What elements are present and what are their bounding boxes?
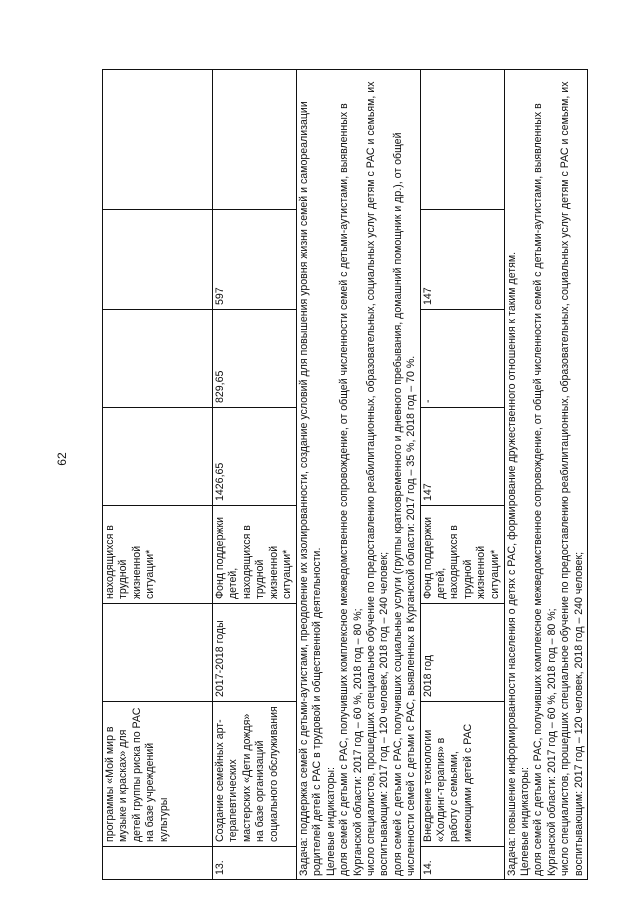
period-cell: 2018 год (420, 604, 504, 702)
other-cell: 597 (213, 210, 297, 310)
indicators-heading: Целевые индикаторы: (324, 767, 337, 876)
empty-cell (213, 70, 297, 210)
task-cell (297, 70, 421, 880)
task-row (297, 70, 421, 880)
executor-cell: Фонд поддержки детей, находящихся в трудной жизненной ситуации* (420, 506, 504, 604)
fund-cell: - (420, 310, 504, 408)
fund-cell (103, 310, 213, 408)
table-row (103, 70, 213, 880)
table-row (420, 70, 504, 880)
program-cell: Внедрение технологии «Холдинг-терапия» в работу с семьями, имеющими детей с РАС (420, 702, 504, 847)
page-number: 62 (55, 452, 69, 466)
executor-cell: находящихся в трудной жизненной ситуации* (103, 506, 213, 604)
empty-cell (420, 70, 504, 210)
indicator-text: число специалистов, прошедших специальное обучение по предоставлению реабилитационных, образовательных, социальных услуг детям с РАС и семьям, их воспитывающим: 2017 год – 120 человек, 2018 год – 240 человек; (559, 81, 585, 876)
task-text: Задача: поддержка семей с детьми-аутистами, преодоление их изолированности, создание условий для повышения уровня жизни семей и самореализации родителей детей с РАС в трудовой и общественной деятельности. (298, 101, 324, 876)
task-text: Задача: повышение информированности населения о детях с РАС, формирование дружественного отношения к таким детям. (505, 251, 518, 876)
table-row (213, 70, 297, 880)
total-cell (103, 408, 213, 506)
indicator-text: доля семей с детьми с РАС, получивших комплексное межведомственное сопровождение, от общей численности семей с детьми-аутистами, выявленных в Курганской области: 2017 год – 60 %, 2018 год – 80 %; (338, 103, 364, 876)
row-number-cell: 13. (213, 847, 297, 880)
other-cell (103, 210, 213, 310)
program-cell: Создание семейных арт-терапевтических мастерских «Дети дождя» на базе организаций социального обслуживания (213, 702, 297, 847)
indicators-heading: Целевые индикаторы: (519, 767, 532, 876)
period-cell: 2017-2018 годы (213, 604, 297, 702)
program-table (102, 69, 588, 880)
empty-cell (103, 70, 213, 210)
total-cell: 147 (420, 408, 504, 506)
task-row (504, 70, 587, 880)
program-cell: программы «Мой мир в музыке и красках» для детей группы риска по РАС на базе учреждений культуры (103, 702, 213, 847)
indicator-text: доля семей с детьми с РАС, получивших социальные услуги (группы кратковременного и дневного пребывания, домашний помощник и др.), от общей численности семей с детьми с РАС, выявленных в Курганской области: 2017 год – 35 %, 2018 год – 70 %. (391, 132, 418, 876)
executor-cell: Фонд поддержки детей, находящихся в трудной жизненной ситуации* (213, 506, 297, 604)
row-number-cell: 14. (420, 847, 504, 880)
task-cell (504, 70, 587, 880)
rotated-table-page (102, 70, 585, 880)
indicator-text: число специалистов, прошедших специальное обучение по предоставлению реабилитационных, образовательных, социальных услуг детям с РАС и семьям, их воспитывающим: 2017 год – 120 человек, 2018 год – 240 человек; (365, 81, 391, 876)
indicator-text: доля семей с детьми с РАС, получивших комплексное межведомственное сопровождение, от общей численности семей с детьми-аутистами, выявленных в Курганской области: 2017 год – 60 %, 2018 год – 80 %; (532, 103, 558, 876)
total-cell: 1426,65 (213, 408, 297, 506)
other-cell: 147 (420, 210, 504, 310)
row-number-cell (103, 847, 213, 880)
fund-cell: 829,65 (213, 310, 297, 408)
period-cell (103, 604, 213, 702)
